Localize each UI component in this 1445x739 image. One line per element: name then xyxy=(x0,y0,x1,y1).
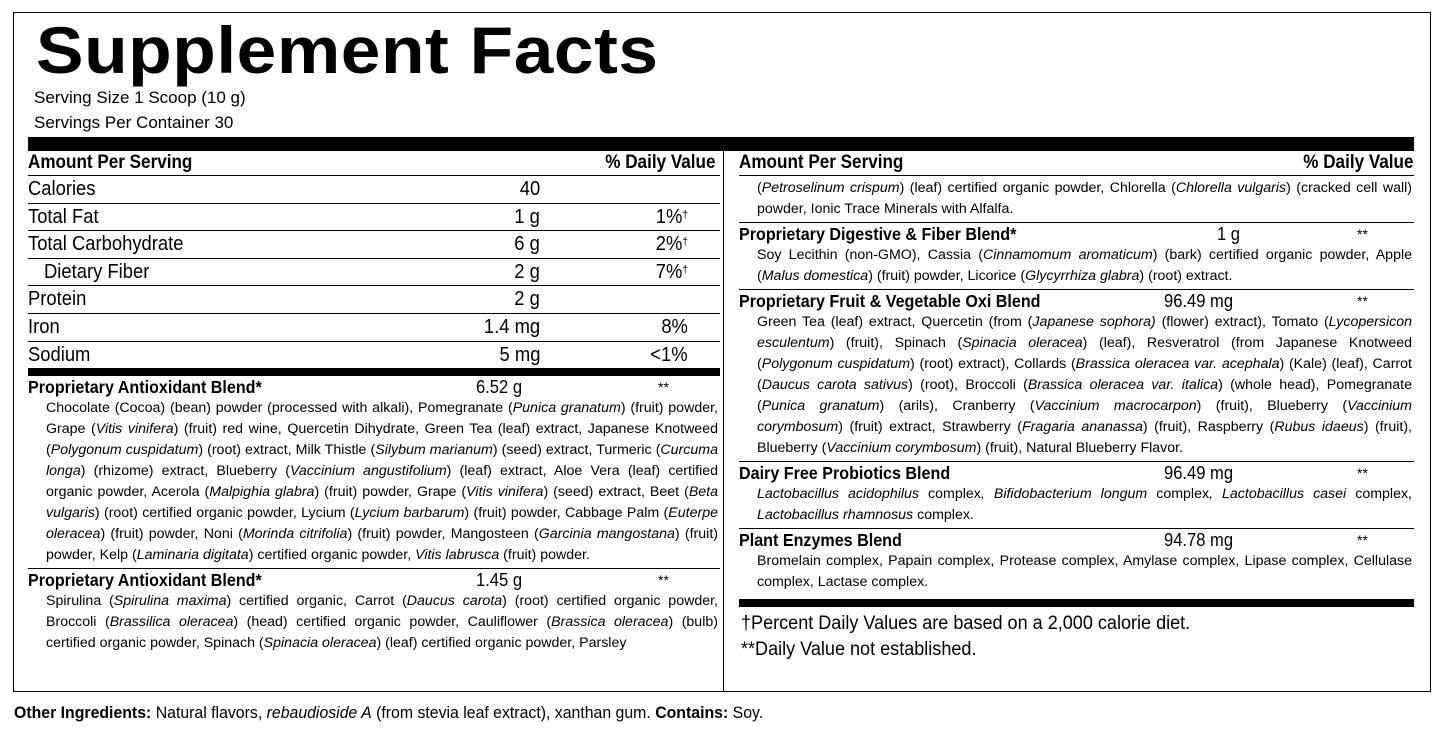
blend-header xyxy=(739,223,1414,245)
blend-header xyxy=(28,569,720,591)
serving-size: Serving Size 1 Scoop (10 g) xyxy=(34,88,246,107)
other-ingredients-italic: rebaudioside A xyxy=(266,704,372,722)
nutrient-row-total-carbohydrate xyxy=(28,231,720,259)
nutrient-row-dietary-fiber xyxy=(28,259,720,287)
blend-amount: 96.49 mg xyxy=(1164,291,1234,311)
right-header xyxy=(739,151,1414,176)
servings-per-container: Servings Per Container 30 xyxy=(34,113,234,132)
blend-header xyxy=(28,376,720,398)
blend-plant-enzymes xyxy=(739,529,1414,595)
amount-per-serving-label: Amount Per Serving xyxy=(28,152,193,173)
nutrient-name: Calories xyxy=(28,178,96,200)
right-column xyxy=(739,151,1414,663)
blend-ingredients: Lactobacillus acidophilus complex, Bifidobacterium longum complex, Lactobacillus casei complex, Lactobacillus rhamnosus complex. xyxy=(757,486,1412,523)
blend-ingredients: Soy Lecithin (non-GMO), Cassia (Cinnamomum aromaticum) (bark) certified organic powder, Apple (Malus domestica) (fruit) powder, Licorice (Glycyrrhiza glabra) (root) extract. xyxy=(757,247,1413,284)
blend-amount: 1 g xyxy=(1217,224,1241,244)
top-rule xyxy=(28,137,1414,151)
blend-amount: 1.45 g xyxy=(476,570,523,591)
blend-antioxidant-1 xyxy=(28,376,720,569)
blend-dairy-free-probiotics xyxy=(739,462,1414,529)
blend-ingredients: Spirulina (Spirulina maxima) certified organic, Carrot (Daucus carota) (root) certified organic powder, Broccoli (Brassilica oleracea) (head) certified organic powder, Cauliflower (Brassica oleracea) (bulb) certified organic powder, Spinach (Spinacia oleracea) (leaf) certified organic powder, Parsley xyxy=(46,593,718,652)
other-ingredients-text: (from stevia leaf extract), xanthan gum. xyxy=(371,704,656,722)
panel-title: Supplement Facts xyxy=(36,13,659,87)
other-ingredients xyxy=(14,703,763,723)
nutrient-row-iron xyxy=(28,314,720,342)
blend-ingredients: (Petroselinum crispum) (leaf) certified organic powder, Chlorella (Chlorella vulgaris) (cracked cell wall) powder, Ionic Trace Minerals with Alfalfa. xyxy=(757,180,1413,217)
blend-amount: 96.49 mg xyxy=(1164,463,1234,483)
nutrient-dv: 2%† xyxy=(655,233,688,256)
nutrient-name: Iron xyxy=(28,315,60,338)
nutrient-dv: <1% xyxy=(650,343,688,366)
nutrient-name: Total Fat xyxy=(28,205,99,228)
contains-text: Soy. xyxy=(728,704,764,722)
nutrient-amount: 1.4 mg xyxy=(483,315,540,338)
amount-per-serving-label: Amount Per Serving xyxy=(739,152,904,173)
nutrient-name: Sodium xyxy=(28,343,91,366)
blend-ingredients: Bromelain complex, Papain complex, Protease complex, Amylase complex, Lipase complex, Cellulase complex, Lactase complex. xyxy=(757,553,1412,590)
blend-name: Dairy Free Probiotics Blend xyxy=(739,463,951,483)
daily-value-label: % Daily Value xyxy=(1303,152,1414,173)
blend-header xyxy=(739,462,1414,484)
nutrient-row-sodium xyxy=(28,342,720,369)
nutrient-dv: 8% xyxy=(661,315,688,338)
nutrient-amount: 2 g xyxy=(514,260,540,283)
blend-dv: ** xyxy=(658,379,669,396)
blend-dv: ** xyxy=(1357,465,1368,481)
blend-name: Proprietary Antioxidant Blend* xyxy=(28,377,262,398)
blend-name: Proprietary Fruit & Vegetable Oxi Blend xyxy=(739,291,1041,311)
blend-dv: ** xyxy=(1357,293,1368,309)
footnote-dv-not-established: **Daily Value not established. xyxy=(741,639,977,660)
supplement-facts-panel xyxy=(13,12,1431,692)
other-ingredients-label: Other Ingredients: xyxy=(14,704,152,722)
nutrient-amount: 2 g xyxy=(514,288,540,311)
nutrient-table xyxy=(28,176,720,368)
nutrient-dv: 1%† xyxy=(655,205,688,228)
blend-amount: 6.52 g xyxy=(476,377,523,398)
nutrient-name: Total Carbohydrate xyxy=(28,233,184,256)
blend-header xyxy=(739,290,1414,312)
blend-dv: ** xyxy=(1357,226,1368,242)
blend-ingredients: Chocolate (Cocoa) (bean) powder (processed with alkali), Pomegranate (Punica granatum) (fruit) powder, Grape (Vitis vinifera) (fruit) red wine, Quercetin Dihydrate, Green Tea (leaf) extract, Japanese Knotweed (Polygonum cuspidatum) (root) extract, Milk Thistle (Silybum marianum) (seed) extract, Turmeric (Curcuma longa) (rhizome) extract, Blueberry (Vaccinium angustifolium) (leaf) extract, Aloe Vera (leaf) certified organic powder, Acerola (Malpighia glabra) (fruit) powder, Grape (Vitis vinifera) (seed) extract, Beet (Beta vulgaris) (root) certified organic powder, Lycium (Lycium barbarum) (fruit) powder, Cabbage Palm (Euterpe oleracea) (fruit) powder, Noni (Morinda citrifolia) (fruit) powder, Mangosteen (Garcinia mangostana) (fruit) powder, Kelp (Laminaria digitata) certified organic powder, Vitis labrusca (fruit) powder. xyxy=(46,400,719,564)
blend-fruit-vegetable-oxi xyxy=(739,290,1414,462)
nutrient-name: Dietary Fiber xyxy=(44,260,150,283)
nutrient-amount: 6 g xyxy=(514,233,540,256)
nutrient-amount: 40 xyxy=(519,178,540,200)
column-divider xyxy=(723,151,724,691)
blend-amount: 94.78 mg xyxy=(1164,530,1234,550)
nutrient-row-total-fat xyxy=(28,204,720,232)
contains-label: Contains: xyxy=(655,704,729,722)
nutrient-amount: 5 mg xyxy=(499,343,540,366)
blend-header xyxy=(739,529,1414,551)
nutrient-row-protein xyxy=(28,286,720,314)
blend-antioxidant-2 xyxy=(28,569,720,656)
daily-value-label: % Daily Value xyxy=(605,152,716,173)
nutrient-row-calories xyxy=(28,176,720,204)
blend-name: Plant Enzymes Blend xyxy=(739,530,902,550)
nutrient-dv: 7%† xyxy=(655,260,688,283)
blend-antioxidant-2-continued xyxy=(739,178,1414,223)
blend-ingredients: Green Tea (leaf) extract, Quercetin (from (Japanese sophora) (flower) extract), Tomato (Lycopersicon esculentum) (fruit), Spinach (Spinacia oleracea) (leaf), Resveratrol (from Japanese Knotweed (Polygonum cuspidatum) (root) extract), Collards (Brassica oleracea var. acephala) (Kale) (leaf), Carrot (Daucus carota sativus) (root), Broccoli (Brassica oleracea var. italica) (whole head), Pomegranate (Punica granatum) (arils), Cranberry (Vaccinium macrocarpon) (fruit), Blueberry (Vaccinium corymbosum) (fruit) extract, Strawberry (Fragaria ananassa) (fruit), Raspberry (Rubus idaeus) (fruit), Blueberry (Vaccinium corymbosum) (fruit), Natural Blueberry Flavor. xyxy=(757,314,1413,456)
blend-dv: ** xyxy=(1357,532,1368,548)
blend-name: Proprietary Digestive & Fiber Blend* xyxy=(739,224,1017,244)
nutrient-amount: 1 g xyxy=(514,205,540,228)
thick-rule xyxy=(739,599,1414,607)
left-column xyxy=(28,151,720,656)
thick-rule xyxy=(28,368,720,376)
left-header xyxy=(28,151,720,176)
blend-digestive-fiber xyxy=(739,223,1414,290)
other-ingredients-text: Natural flavors, xyxy=(151,704,267,722)
blend-dv: ** xyxy=(658,572,669,589)
footnote-percent-dv: †Percent Daily Values are based on a 2,000 calorie diet. xyxy=(741,613,1191,634)
nutrient-name: Protein xyxy=(28,288,87,311)
blend-name: Proprietary Antioxidant Blend* xyxy=(28,570,262,591)
